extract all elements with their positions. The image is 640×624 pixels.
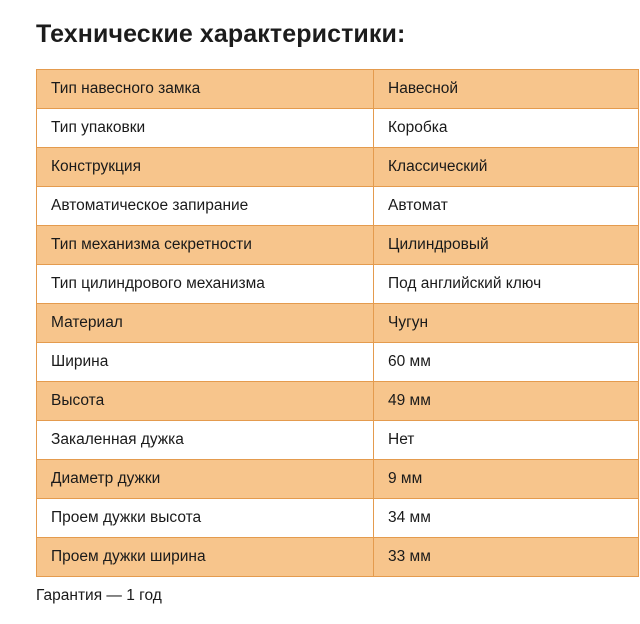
page-title: Технические характеристики: (36, 20, 406, 48)
spec-sheet-page (0, 20, 640, 624)
spec-name: Диаметр дужки (37, 460, 374, 499)
spec-value: Под английский ключ (374, 265, 639, 304)
spec-name: Высота (37, 382, 374, 421)
table-row (37, 70, 639, 109)
table-row (37, 460, 639, 499)
spec-name: Ширина (37, 343, 374, 382)
spec-value: Нет (374, 421, 639, 460)
table-row (37, 499, 639, 538)
table-row (37, 148, 639, 187)
spec-value: 9 мм (374, 460, 639, 499)
spec-name: Тип навесного замка (37, 70, 374, 109)
table-row (37, 538, 639, 577)
spec-name: Проем дужки высота (37, 499, 374, 538)
warranty-note: Гарантия — 1 год (36, 587, 162, 604)
spec-value: Навесной (374, 70, 639, 109)
spec-name: Конструкция (37, 148, 374, 187)
table-row (37, 382, 639, 421)
spec-name: Тип механизма секретности (37, 226, 374, 265)
spec-value: 60 мм (374, 343, 639, 382)
spec-name: Автоматическое запирание (37, 187, 374, 226)
specifications-table (36, 69, 639, 577)
spec-value: 33 мм (374, 538, 639, 577)
spec-name: Тип цилиндрового механизма (37, 265, 374, 304)
spec-value: Классический (374, 148, 639, 187)
specifications-table-body (37, 70, 639, 577)
table-row (37, 109, 639, 148)
table-row (37, 343, 639, 382)
spec-value: Чугун (374, 304, 639, 343)
table-row (37, 187, 639, 226)
table-row (37, 304, 639, 343)
spec-value: 34 мм (374, 499, 639, 538)
spec-name: Тип упаковки (37, 109, 374, 148)
spec-value: Коробка (374, 109, 639, 148)
table-row (37, 226, 639, 265)
spec-name: Проем дужки ширина (37, 538, 374, 577)
spec-value: Цилиндровый (374, 226, 639, 265)
table-row (37, 265, 639, 304)
table-row (37, 421, 639, 460)
spec-name: Закаленная дужка (37, 421, 374, 460)
spec-name: Материал (37, 304, 374, 343)
spec-value: Автомат (374, 187, 639, 226)
spec-value: 49 мм (374, 382, 639, 421)
